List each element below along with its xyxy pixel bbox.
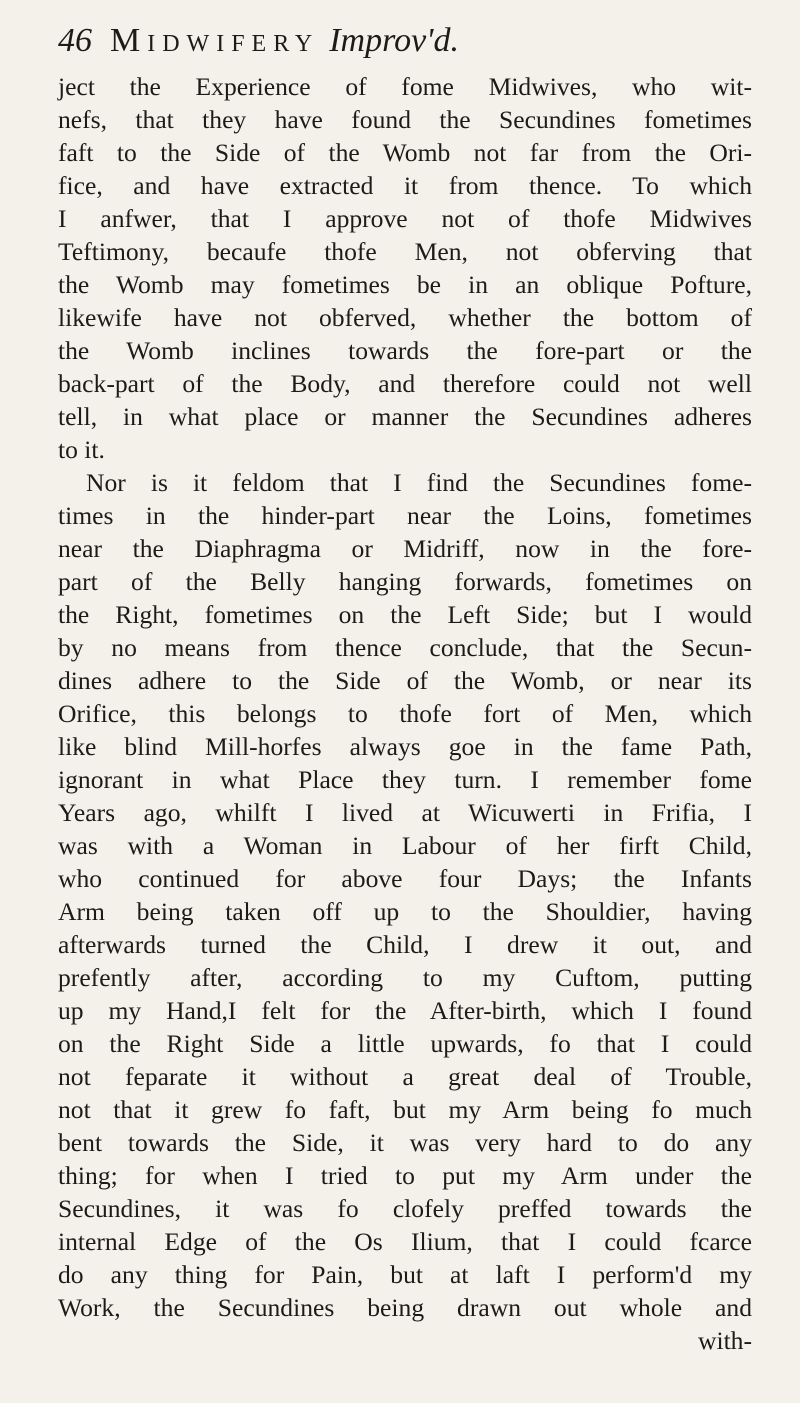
text-line: ignorant in what Place they turn. I remember fome: [58, 765, 752, 794]
page-header: [58, 22, 738, 66]
text-line: Orifice, this belongs to thofe fort of Men, which: [58, 699, 752, 728]
text-line: Arm being taken off up to the Shouldier, having: [58, 897, 752, 926]
text-line: afterwards turned the Child, I drew it out, and: [58, 930, 752, 959]
text-line: nefs, that they have found the Secundines fometimes: [58, 105, 752, 134]
text-line: part of the Belly hanging forwards, fometimes on: [58, 567, 752, 596]
text-line: thing; for when I tried to put my Arm under the: [58, 1161, 752, 1190]
text-line: not that it grew fo faft, but my Arm being fo much: [58, 1095, 752, 1124]
text-line: do any thing for Pain, but at laft I perform'd my: [58, 1260, 752, 1289]
text-line: up my Hand,I felt for the After-birth, which I found: [58, 996, 752, 1025]
text-line: I anfwer, that I approve not of thofe Midwives: [58, 204, 752, 233]
text-line: the Womb inclines towards the fore-part or the: [58, 336, 752, 365]
text-line: dines adhere to the Side of the Womb, or near its: [58, 666, 752, 695]
text-line: who continued for above four Days; the Infants: [58, 864, 752, 893]
text-line: faft to the Side of the Womb not far from the Ori-: [58, 138, 752, 167]
text-line: tell, in what place or manner the Secundines adheres: [58, 402, 752, 431]
text-line: like blind Mill-horfes always goe in the fame Path,: [58, 732, 752, 761]
text-line: Teftimony, becaufe thofe Men, not obferving that: [58, 237, 752, 266]
text-line: the Right, fometimes on the Left Side; but I would: [58, 600, 752, 629]
text-line: prefently after, according to my Cuftom, putting: [58, 963, 752, 992]
text-line: fice, and have extracted it from thence. To which: [58, 171, 752, 200]
body-text: [58, 70, 752, 1357]
text-line: times in the hinder-part near the Loins, fometimes: [58, 501, 752, 530]
text-line: bent towards the Side, it was very hard to do any: [58, 1128, 752, 1157]
text-line: back-part of the Body, and therefore could not well: [58, 369, 752, 398]
text-line: internal Edge of the Os Ilium, that I could fcarce: [58, 1227, 752, 1256]
page-number: 46: [58, 22, 92, 59]
running-head-italic: Improv'd.: [329, 22, 459, 59]
text-line: Work, the Secundines being drawn out whole and: [58, 1293, 752, 1322]
text-line: ject the Experience of fome Midwives, who wit-: [58, 72, 752, 101]
text-line: by no means from thence conclude, that the Secun-: [58, 633, 752, 662]
text-line: the Womb may fometimes be in an oblique Pofture,: [58, 270, 752, 299]
text-line: not feparate it without a great deal of Trouble,: [58, 1062, 752, 1091]
text-line: Nor is it feldom that I find the Secundines fome-: [86, 468, 752, 497]
catchword: with-: [697, 1326, 752, 1355]
text-line: was with a Woman in Labour of her firft Child,: [58, 831, 752, 860]
text-line: Years ago, whilft I lived at Wicuwerti in Frifia, I: [58, 798, 752, 827]
text-line: likewife have not obferved, whether the bottom of: [58, 303, 752, 332]
text-line: near the Diaphragma or Midriff, now in the fore-: [58, 534, 752, 563]
text-line: Secundines, it was fo clofely preffed towards the: [58, 1194, 752, 1223]
text-line: on the Right Side a little upwards, fo that I could: [58, 1029, 752, 1058]
text-line: to it.: [58, 435, 105, 464]
running-head: Midwifery: [110, 22, 320, 59]
